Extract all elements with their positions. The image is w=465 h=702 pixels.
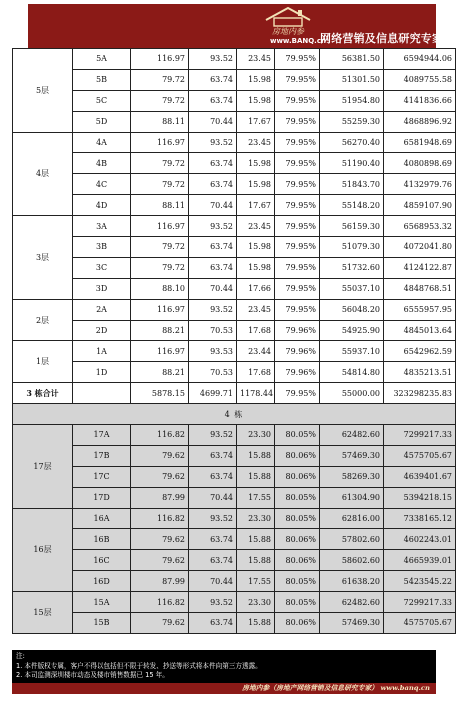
shared-area-cell: 15.88: [237, 550, 275, 571]
shared-area-cell: 15.98: [237, 153, 275, 174]
inner-area-cell: 63.74: [189, 174, 237, 195]
shared-area-cell: 15.88: [237, 445, 275, 466]
total-price-cell: 5423545.22: [384, 571, 456, 592]
table-row: [13, 529, 456, 550]
unit-price-cell: 61638.20: [320, 571, 384, 592]
unit-price-cell: 54814.80: [320, 362, 384, 383]
total-price-cell: 6594944.06: [384, 49, 456, 70]
area-cell: 79.62: [131, 466, 189, 487]
table-row: [13, 216, 456, 237]
area-cell: 116.97: [131, 49, 189, 70]
table-row: [13, 90, 456, 111]
inner-area-cell: 63.74: [189, 237, 237, 258]
ratio-cell: 79.95%: [275, 257, 320, 278]
total-price-cell: 323298235.83: [384, 383, 456, 404]
ratio-cell: 80.06%: [275, 529, 320, 550]
unit-cell: 17C: [73, 466, 131, 487]
area-cell: 116.97: [131, 216, 189, 237]
shared-area-cell: 17.67: [237, 111, 275, 132]
ratio-cell: 79.95%: [275, 278, 320, 299]
area-cell: 79.72: [131, 174, 189, 195]
unit-cell: 3D: [73, 278, 131, 299]
area-cell: 79.72: [131, 153, 189, 174]
inner-area-cell: 70.44: [189, 487, 237, 508]
area-cell: 116.82: [131, 508, 189, 529]
unit-cell: 3A: [73, 216, 131, 237]
shared-area-cell: 17.66: [237, 278, 275, 299]
shared-area-cell: 15.88: [237, 613, 275, 634]
table-row: [13, 592, 456, 613]
unit-price-cell: 57469.30: [320, 613, 384, 634]
shared-area-cell: 15.98: [237, 174, 275, 195]
total-price-cell: 6568953.32: [384, 216, 456, 237]
table-row: [13, 278, 456, 299]
ratio-cell: 79.95%: [275, 216, 320, 237]
unit-price-cell: 51190.40: [320, 153, 384, 174]
inner-area-cell: 93.52: [189, 49, 237, 70]
table-row: [13, 299, 456, 320]
total-price-cell: 4848768.51: [384, 278, 456, 299]
ratio-cell: 80.06%: [275, 613, 320, 634]
building-section-label: 4 栋: [13, 404, 456, 425]
floor-label: 5层: [13, 49, 73, 133]
table-row: [13, 69, 456, 90]
unit-cell: 15A: [73, 592, 131, 613]
notes-line-2: 2. 本司监测深圳楼市动态及楼市销售数据已 15 年。: [16, 671, 169, 679]
unit-price-cell: 51301.50: [320, 69, 384, 90]
ratio-cell: 79.95%: [275, 383, 320, 404]
ratio-cell: 80.05%: [275, 425, 320, 446]
total-price-cell: 4132979.76: [384, 174, 456, 195]
header-banner: [28, 4, 444, 48]
unit-cell: 3B: [73, 237, 131, 258]
total-price-cell: 4639401.67: [384, 466, 456, 487]
table-row: [13, 320, 456, 341]
unit-price-cell: 55000.00: [320, 383, 384, 404]
area-cell: 79.72: [131, 257, 189, 278]
total-price-cell: 4575705.67: [384, 613, 456, 634]
unit-price-cell: 57469.30: [320, 445, 384, 466]
floor-label: 17层: [13, 425, 73, 509]
inner-area-cell: 63.74: [189, 257, 237, 278]
unit-price-cell: 51079.30: [320, 237, 384, 258]
inner-area-cell: 70.44: [189, 195, 237, 216]
area-cell: 116.97: [131, 299, 189, 320]
shared-area-cell: 23.45: [237, 132, 275, 153]
unit-price-cell: 62482.60: [320, 425, 384, 446]
unit-price-cell: 55259.30: [320, 111, 384, 132]
area-cell: 5878.15: [131, 383, 189, 404]
area-cell: 79.72: [131, 69, 189, 90]
unit-price-cell: 55148.20: [320, 195, 384, 216]
inner-area-cell: 93.53: [189, 341, 237, 362]
total-price-cell: 6542962.59: [384, 341, 456, 362]
shared-area-cell: 15.98: [237, 90, 275, 111]
unit-cell: 5C: [73, 90, 131, 111]
ratio-cell: 79.95%: [275, 153, 320, 174]
area-cell: 79.72: [131, 90, 189, 111]
inner-area-cell: 70.44: [189, 278, 237, 299]
ratio-cell: 79.95%: [275, 299, 320, 320]
inner-area-cell: 93.52: [189, 592, 237, 613]
unit-price-cell: 56270.40: [320, 132, 384, 153]
inner-area-cell: 4699.71: [189, 383, 237, 404]
brand-url: www.BANQ.cn: [270, 37, 326, 45]
area-cell: 79.62: [131, 529, 189, 550]
shared-area-cell: 17.68: [237, 362, 275, 383]
ratio-cell: 79.95%: [275, 69, 320, 90]
total-price-cell: 4835213.51: [384, 362, 456, 383]
inner-area-cell: 93.52: [189, 508, 237, 529]
total-price-cell: 7338165.12: [384, 508, 456, 529]
ratio-cell: 79.95%: [275, 90, 320, 111]
area-cell: 79.72: [131, 237, 189, 258]
shared-area-cell: 17.55: [237, 487, 275, 508]
ratio-cell: 80.05%: [275, 487, 320, 508]
total-price-cell: 6581948.69: [384, 132, 456, 153]
table-row: [13, 111, 456, 132]
unit-cell: 1D: [73, 362, 131, 383]
shared-area-cell: 15.98: [237, 257, 275, 278]
total-price-cell: 4124122.87: [384, 257, 456, 278]
unit-cell: 2D: [73, 320, 131, 341]
total-price-cell: 4080898.69: [384, 153, 456, 174]
area-cell: 116.82: [131, 592, 189, 613]
unit-price-cell: 58269.30: [320, 466, 384, 487]
unit-cell: 16C: [73, 550, 131, 571]
ratio-cell: 79.95%: [275, 174, 320, 195]
unit-cell: 4D: [73, 195, 131, 216]
area-cell: 87.99: [131, 571, 189, 592]
area-cell: 116.97: [131, 341, 189, 362]
total-price-cell: 4089755.58: [384, 69, 456, 90]
shared-area-cell: 17.68: [237, 320, 275, 341]
notes-heading: 注:: [16, 652, 25, 660]
shared-area-cell: 15.98: [237, 69, 275, 90]
unit-price-cell: 62816.00: [320, 508, 384, 529]
area-cell: 79.62: [131, 613, 189, 634]
unit-price-cell: 56381.50: [320, 49, 384, 70]
unit-price-cell: 58602.60: [320, 550, 384, 571]
area-cell: 88.11: [131, 195, 189, 216]
unit-cell: 5A: [73, 49, 131, 70]
table-row: [13, 613, 456, 634]
unit-price-cell: 57802.60: [320, 529, 384, 550]
inner-area-cell: 63.74: [189, 466, 237, 487]
total-price-cell: 4602243.01: [384, 529, 456, 550]
total-price-cell: 4575705.67: [384, 445, 456, 466]
inner-area-cell: 93.52: [189, 425, 237, 446]
unit-cell: 4C: [73, 174, 131, 195]
area-cell: 79.62: [131, 445, 189, 466]
ratio-cell: 79.95%: [275, 132, 320, 153]
area-cell: 88.10: [131, 278, 189, 299]
ratio-cell: 79.95%: [275, 237, 320, 258]
ratio-cell: 80.06%: [275, 550, 320, 571]
table-row: [13, 445, 456, 466]
unit-cell: 4A: [73, 132, 131, 153]
table-row: [13, 466, 456, 487]
floor-label: 1层: [13, 341, 73, 383]
unit-price-cell: 56048.20: [320, 299, 384, 320]
ratio-cell: 79.96%: [275, 320, 320, 341]
shared-area-cell: 23.30: [237, 425, 275, 446]
notes-line-1: 1. 本件版权专属，客户不得以包括但不限于转发、抄送等形式将本件向第三方透露。: [16, 661, 262, 670]
unit-price-cell: 54925.90: [320, 320, 384, 341]
inner-area-cell: 63.74: [189, 153, 237, 174]
shared-area-cell: 15.88: [237, 466, 275, 487]
total-label: 3 栋合计: [13, 383, 73, 404]
unit-cell: 5D: [73, 111, 131, 132]
inner-area-cell: 63.74: [189, 69, 237, 90]
inner-area-cell: 70.44: [189, 571, 237, 592]
ratio-cell: 79.95%: [275, 49, 320, 70]
ratio-cell: 79.96%: [275, 341, 320, 362]
ratio-cell: 80.05%: [275, 592, 320, 613]
unit-cell: 16B: [73, 529, 131, 550]
unit-price-cell: 62482.60: [320, 592, 384, 613]
total-price-cell: 4859107.90: [384, 195, 456, 216]
area-cell: 116.82: [131, 425, 189, 446]
inner-area-cell: 70.44: [189, 111, 237, 132]
floor-label: 2层: [13, 299, 73, 341]
inner-area-cell: 70.53: [189, 320, 237, 341]
total-price-cell: 7299217.33: [384, 592, 456, 613]
total-price-cell: 4141836.66: [384, 90, 456, 111]
total-price-cell: 7299217.33: [384, 425, 456, 446]
unit-cell: 17B: [73, 445, 131, 466]
footer-bar: 房地内参（房地产网络营销及信息研究专家） www.banq.cn: [12, 683, 436, 694]
table-row: [13, 132, 456, 153]
area-cell: 88.21: [131, 320, 189, 341]
table-row: [13, 550, 456, 571]
unit-cell: 17D: [73, 487, 131, 508]
table-row: [13, 362, 456, 383]
unit-cell: 1A: [73, 341, 131, 362]
table-row: [13, 237, 456, 258]
unit-cell: 5B: [73, 69, 131, 90]
table-row: [13, 153, 456, 174]
total-price-cell: 4868896.92: [384, 111, 456, 132]
total-row: [13, 383, 456, 404]
table-row: [13, 425, 456, 446]
table-row: [13, 571, 456, 592]
total-price-cell: 6555957.95: [384, 299, 456, 320]
area-cell: 88.21: [131, 362, 189, 383]
area-cell: 79.62: [131, 550, 189, 571]
inner-area-cell: 93.52: [189, 132, 237, 153]
total-price-cell: 4072041.80: [384, 237, 456, 258]
inner-area-cell: 63.74: [189, 90, 237, 111]
unit-price-cell: 51732.60: [320, 257, 384, 278]
unit-price-cell: 51843.70: [320, 174, 384, 195]
shared-area-cell: 23.45: [237, 49, 275, 70]
area-cell: 116.97: [131, 132, 189, 153]
inner-area-cell: 63.74: [189, 550, 237, 571]
brand-name: 房地内参: [272, 27, 304, 36]
ratio-cell: 79.95%: [275, 195, 320, 216]
table-row: [13, 257, 456, 278]
unit-cell: 17A: [73, 425, 131, 446]
shared-area-cell: 15.98: [237, 237, 275, 258]
area-cell: 88.11: [131, 111, 189, 132]
ratio-cell: 80.06%: [275, 466, 320, 487]
unit-price-cell: 61304.90: [320, 487, 384, 508]
shared-area-cell: 17.67: [237, 195, 275, 216]
shared-area-cell: 23.30: [237, 508, 275, 529]
unit-price-cell: 55937.10: [320, 341, 384, 362]
inner-area-cell: 63.74: [189, 529, 237, 550]
table-row: [13, 174, 456, 195]
shared-area-cell: 17.55: [237, 571, 275, 592]
ratio-cell: 80.05%: [275, 508, 320, 529]
floor-label: 16层: [13, 508, 73, 592]
shared-area-cell: 15.88: [237, 529, 275, 550]
table-row: [13, 49, 456, 70]
ratio-cell: 80.05%: [275, 571, 320, 592]
floor-label: 15层: [13, 592, 73, 634]
unit-price-cell: 51954.80: [320, 90, 384, 111]
inner-area-cell: 70.53: [189, 362, 237, 383]
ratio-cell: 79.95%: [275, 111, 320, 132]
inner-area-cell: 63.74: [189, 613, 237, 634]
table-row: [13, 341, 456, 362]
total-price-cell: 5394218.15: [384, 487, 456, 508]
shared-area-cell: 23.45: [237, 216, 275, 237]
table-row: [13, 508, 456, 529]
unit-price-table: [12, 48, 456, 634]
area-cell: 87.99: [131, 487, 189, 508]
section-row: [13, 404, 456, 425]
unit-cell: 2A: [73, 299, 131, 320]
unit-price-cell: 56159.30: [320, 216, 384, 237]
unit-cell: 16D: [73, 571, 131, 592]
shared-area-cell: 23.45: [237, 299, 275, 320]
unit-cell: 3C: [73, 257, 131, 278]
unit-cell: 16A: [73, 508, 131, 529]
total-price-cell: 4845013.64: [384, 320, 456, 341]
inner-area-cell: 93.52: [189, 216, 237, 237]
brand-title: 网络营销及信息研究专家: [320, 32, 444, 45]
shared-area-cell: 23.44: [237, 341, 275, 362]
total-price-cell: 4665939.01: [384, 550, 456, 571]
floor-label: 3层: [13, 216, 73, 300]
table-row: [13, 195, 456, 216]
unit-price-cell: 55037.10: [320, 278, 384, 299]
table-row: [13, 487, 456, 508]
unit-cell: 4B: [73, 153, 131, 174]
floor-label: 4层: [13, 132, 73, 216]
inner-area-cell: 63.74: [189, 445, 237, 466]
shared-area-cell: 23.30: [237, 592, 275, 613]
inner-area-cell: 93.52: [189, 299, 237, 320]
unit-cell: [73, 383, 131, 404]
shared-area-cell: 1178.44: [237, 383, 275, 404]
ratio-cell: 79.96%: [275, 362, 320, 383]
unit-cell: 15B: [73, 613, 131, 634]
ratio-cell: 80.06%: [275, 445, 320, 466]
